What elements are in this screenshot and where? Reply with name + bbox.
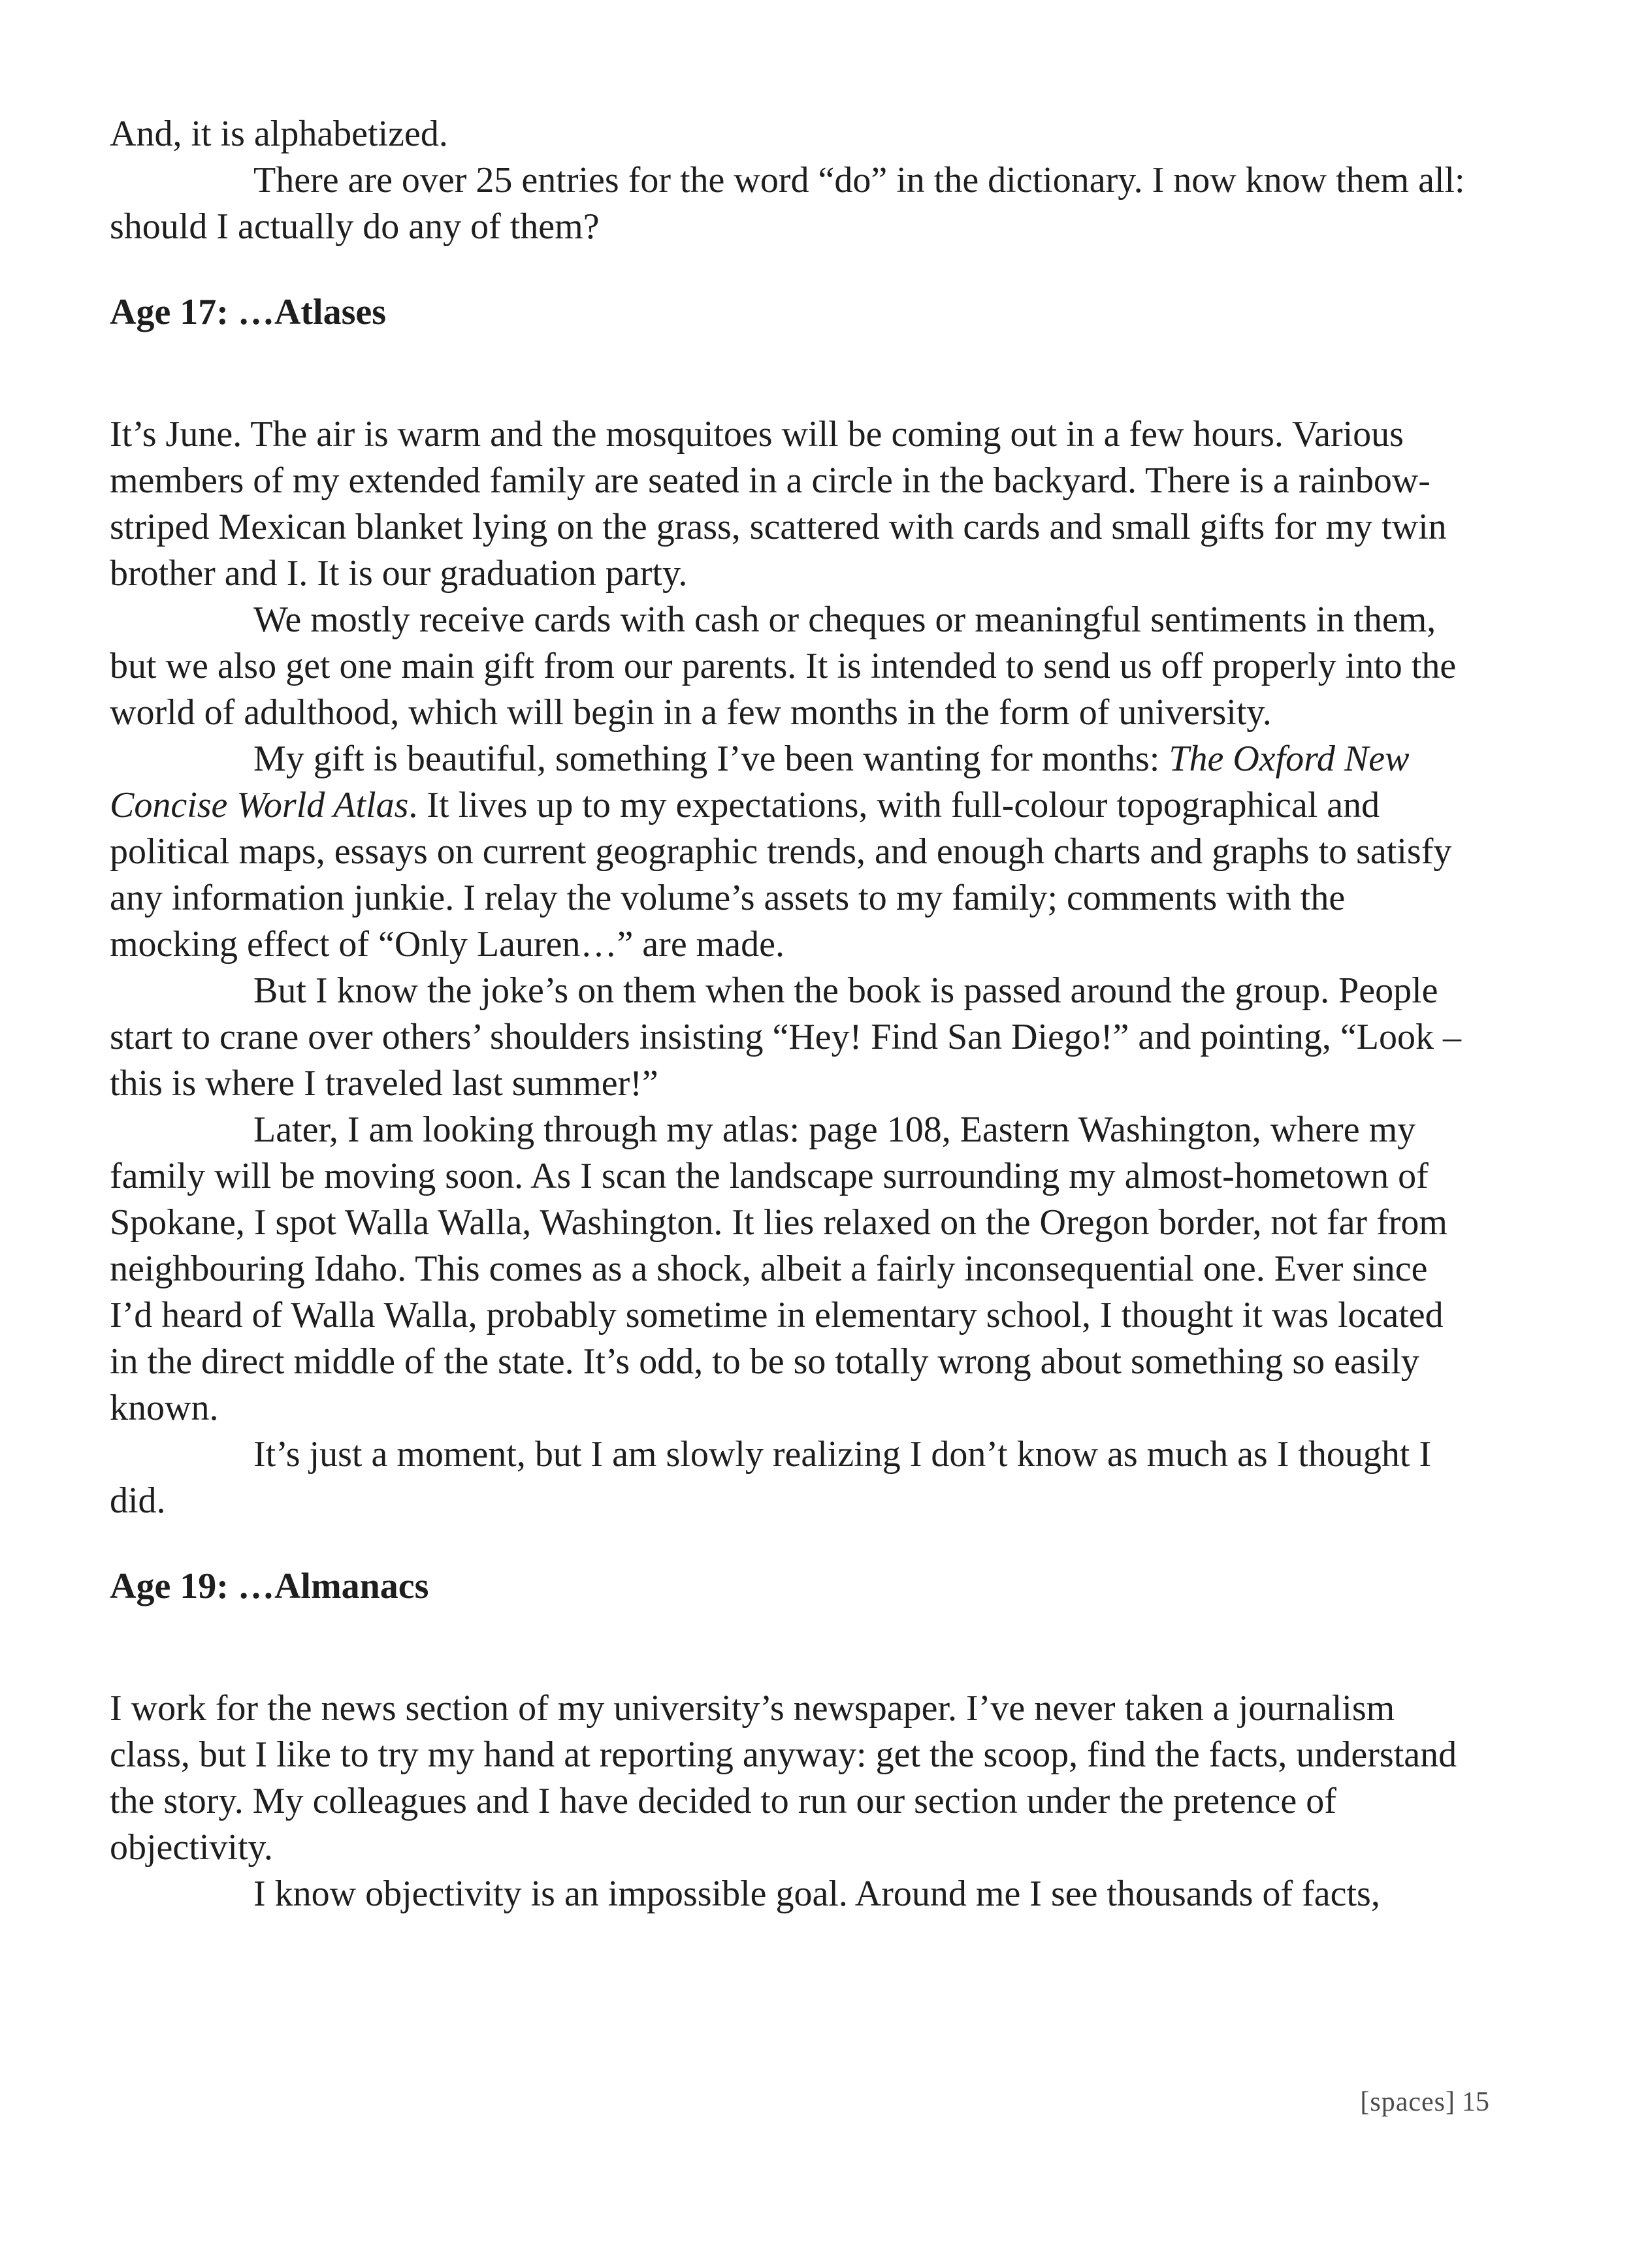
paragraph-dictionary: There are over 25 entries for the word “do” in the dictionary. I now know them all: should I actually do any of them?: [110, 160, 1465, 247]
paragraph-walla-walla: Later, I am looking through my atlas: page 108, Eastern Washington, where my family will be moving soon. As I scan the landscape surrounding my almost-hometown of Spokane, I spot Walla Walla, Washington. It lies relaxed on the Oregon border, not far from neighbouring Idaho. This comes as a shock, albeit a fairly inconsequential one. Ever since I’d heard of Walla Walla, probably sometime in elementary school, I thought it was located in the direct middle of the state. It’s odd, to be so totally wrong about something so easily known.: [110, 1110, 1447, 1428]
paragraph-objectivity: I know objectivity is an impossible goal. Around me I see thousands of facts,: [253, 1874, 1380, 1914]
gift-text-after: . It lives up to my expectations, with full-colour topographical and political maps, essays on current geographic trends, and enough charts and graphs to satisfy any information junkie. I relay the volume’s assets to my family; comments with the mocking effect of “Only Lauren…” are made.: [110, 785, 1452, 965]
magazine-name: [spaces]: [1360, 2087, 1455, 2117]
atlas-title: The Oxford New Concise World Atlas: [110, 739, 1410, 825]
page-body: [110, 111, 1475, 1917]
page-footer: [1360, 2086, 1489, 2118]
section-heading-atlases: Age 17: …Atlases: [110, 292, 387, 332]
paragraph-cards: We mostly receive cards with cash or cheques or meaningful sentiments in them, but we also get one main gift from our parents. It is intended to send us off properly into the world of adulthood, which will begin in a few months in the form of university.: [110, 599, 1457, 733]
paragraph-moment: It’s just a moment, but I am slowly realizing I don’t know as much as I thought I did.: [110, 1434, 1432, 1521]
page-number: 15: [1462, 2087, 1489, 2117]
section-heading-almanacs: Age 19: …Almanacs: [110, 1566, 429, 1606]
paragraph-joke: But I know the joke’s on them when the book is passed around the group. People start to crane over others’ shoulders insisting “Hey! Find San Diego!” and pointing, “Look – this is where I traveled last summer!”: [110, 970, 1461, 1104]
paragraph-alphabetized: And, it is alphabetized.: [110, 114, 448, 154]
paragraph-june: It’s June. The air is warm and the mosquitoes will be coming out in a few hours. Various members of my extended family are seated in a circle in the backyard. There is a rainbow-striped Mexican blanket lying on the grass, scattered with cards and small gifts for my twin brother and I. It is our graduation party.: [110, 414, 1447, 594]
gift-text-before: My gift is beautiful, something I’ve been wanting for months:: [253, 739, 1169, 779]
paragraph-newspaper: I work for the news section of my university’s newspaper. I’ve never taken a journalism class, but I like to try my hand at reporting anyway: get the scoop, find the facts, understand the story. My colleagues and I have decided to run our section under the pretence of objectivity.: [110, 1688, 1457, 1868]
paragraph-gift: [110, 736, 1475, 968]
